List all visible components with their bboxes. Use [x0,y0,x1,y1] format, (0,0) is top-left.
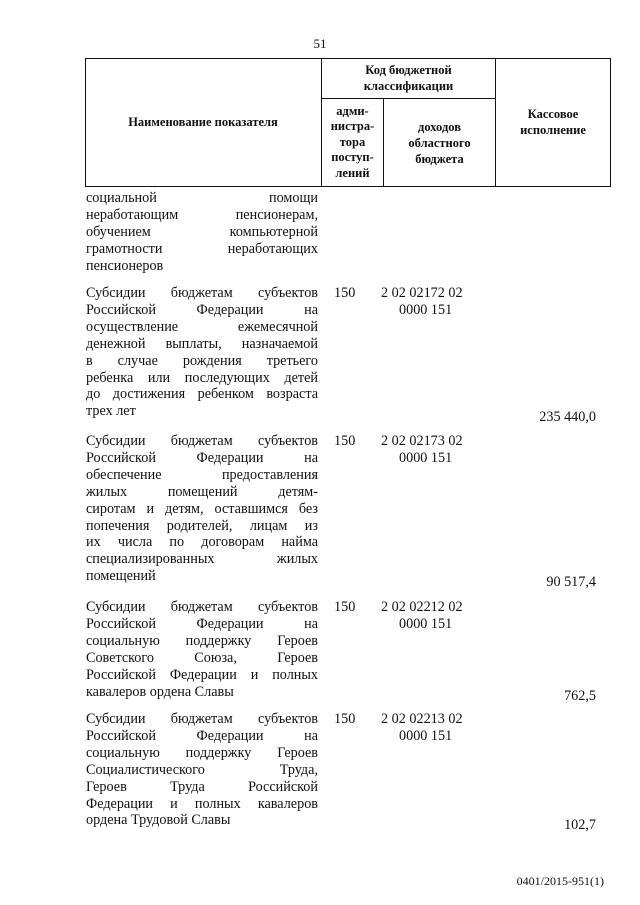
table-row [86,599,596,705]
budget-code: 2 02 02173 02 0000 151 [381,433,463,466]
table-row [86,285,596,425]
indicator-name: социальной помощи неработающим пенсионерам, обучением компьютерной грамотности неработающих пенсионеров [86,190,318,274]
header-name-column: Наименование показателя [128,115,278,129]
header-code-group: Код бюджетной классификации [363,63,454,93]
execution-amount: 90 517,4 [546,574,596,590]
execution-amount: 102,7 [564,817,596,833]
page-number: 51 [313,36,327,51]
header-execution-column: Кассовое исполнение [520,107,586,137]
admin-code: 150 [334,711,356,727]
admin-code: 150 [334,433,356,449]
budget-code: 2 02 02212 02 0000 151 [381,599,463,632]
indicator-name: Субсидии бюджетам субъектов Российской Федерации на осуществление ежемесячной денежной выплаты, назначаемой в случае рождения третьего ребенка или последующих детей до достижения ребенком возраста трех лет [86,285,318,420]
header-income-column: доходов областного бюджета [408,119,471,166]
indicator-name: Субсидии бюджетам субъектов Российской Федерации на обеспечение предоставления жилых помещений детям- сиротам и детям, оставшимся без попечения родителей, лицам из их числа по договорам найма специализированных жилых помещений [86,433,318,585]
header-admin-column: адми- нистра- тора поступ- лений [330,103,375,180]
indicator-name: Субсидии бюджетам субъектов Российской Федерации на социальную поддержку Героев Социалистического Труда, Героев Труда Российской Федерации и полных кавалеров ордена Трудовой Славы [86,711,318,829]
execution-amount: 762,5 [564,688,596,704]
table-header [85,58,611,187]
indicator-name: Субсидии бюджетам субъектов Российской Федерации на социальную поддержку Героев Советского Союза, Героев Российской Федерации и полных кавалеров ордена Славы [86,599,318,700]
budget-code: 2 02 02172 02 0000 151 [381,285,463,318]
document-code: 0401/2015-951(1) [516,874,604,888]
table-row [86,433,596,593]
execution-amount: 235 440,0 [539,409,596,425]
table-row [86,711,596,833]
admin-code: 150 [334,599,356,615]
budget-code: 2 02 02213 02 0000 151 [381,711,463,744]
admin-code: 150 [334,285,356,301]
